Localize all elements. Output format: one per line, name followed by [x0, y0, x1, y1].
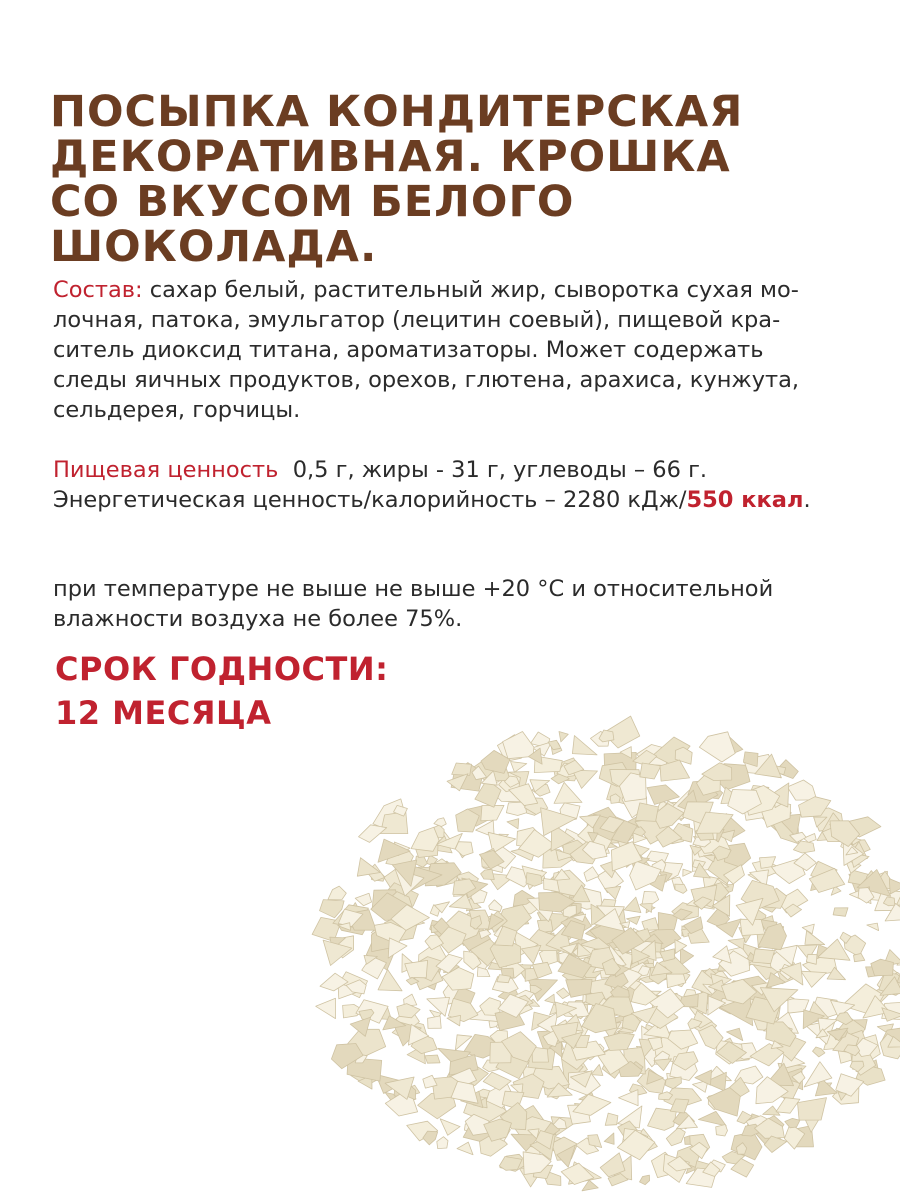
crumb	[787, 780, 817, 800]
crumb	[397, 1004, 420, 1018]
crumb	[798, 1098, 827, 1121]
crumb	[605, 1113, 618, 1125]
composition-line-4: следы яичных продуктов, орехов, глютена, арахиса, кунжута,	[53, 367, 800, 393]
storage-block	[53, 574, 873, 634]
crumb	[833, 908, 848, 917]
composition-line-5: сельдерея, горчицы.	[53, 397, 301, 423]
crumb	[636, 803, 659, 822]
composition-line-2: лочная, патока, эмульгатор (лецитин соевый), пищевой кра-	[53, 307, 781, 333]
crumb	[328, 886, 346, 900]
crumb	[411, 827, 439, 851]
composition-text-1: сахар белый, растительный жир, сыворотка сухая мо-	[142, 277, 799, 303]
crumb	[489, 900, 502, 912]
crumb	[683, 869, 692, 876]
title-line-1: ПОСЫПКА КОНДИТЕРСКАЯ	[50, 87, 744, 137]
storage-line-2: влажности воздуха не более 75%.	[53, 606, 463, 632]
crumb	[428, 1016, 442, 1029]
crumb	[405, 960, 428, 977]
nutrition-line-1	[53, 455, 873, 485]
crumb	[425, 1055, 440, 1063]
nutrition-label: Пищевая ценность	[53, 457, 279, 483]
composition-line-1	[53, 275, 873, 305]
crumb	[640, 763, 661, 779]
crumb	[584, 867, 599, 882]
crumb	[753, 949, 775, 964]
crumb	[654, 1059, 672, 1071]
crumb	[666, 1128, 685, 1146]
crumb	[378, 970, 402, 991]
crumb	[680, 948, 693, 965]
crumb	[640, 1175, 650, 1185]
nutrition-block	[53, 455, 873, 515]
crumb	[867, 923, 879, 931]
crumb	[457, 1142, 473, 1155]
product-title	[50, 87, 870, 272]
crumb	[813, 1047, 825, 1057]
crumb	[455, 842, 473, 856]
crumb	[647, 785, 679, 805]
crumb	[559, 732, 568, 742]
crumb	[699, 732, 735, 762]
crumb	[604, 1133, 614, 1145]
crumb	[481, 870, 495, 880]
crumb	[675, 884, 687, 893]
white-chocolate-crumbs-image	[290, 660, 900, 1200]
crumb	[716, 1125, 728, 1137]
shelf-life-heading: СРОК ГОДНОСТИ:	[55, 650, 389, 688]
crumb	[355, 893, 371, 905]
crumb	[544, 879, 560, 893]
crumb	[521, 945, 541, 963]
composition-block	[53, 275, 873, 425]
nutrition-values: 0,5 г, жиры - 31 г, углеводы – 66 г.	[278, 457, 708, 483]
shelf-life-value: 12 МЕСЯЦА	[55, 694, 272, 732]
crumb	[452, 763, 472, 775]
crumb	[415, 856, 427, 867]
crumb	[854, 953, 865, 961]
crumb	[871, 959, 894, 976]
title-line-2: ДЕКОРАТИВНАЯ. КРОШКА	[50, 132, 731, 182]
composition-label: Состав:	[53, 277, 143, 303]
crumb	[801, 971, 826, 987]
crumb	[591, 1064, 603, 1075]
crumb	[646, 851, 669, 863]
crumb	[434, 818, 446, 827]
crumb	[707, 1088, 740, 1117]
crumb	[316, 998, 336, 1018]
crumb	[785, 1118, 800, 1127]
crumb	[728, 938, 745, 949]
crumb	[440, 1119, 460, 1136]
nutrition-line-2	[53, 485, 873, 515]
crumb	[605, 886, 621, 899]
crumb	[507, 819, 519, 829]
crumb	[503, 732, 534, 759]
crumb	[548, 740, 561, 749]
crumb	[557, 988, 570, 999]
composition-line-3: ситель диоксид титана, ароматизаторы. Может содержать	[53, 337, 764, 363]
crumb	[437, 1137, 448, 1149]
crumb	[642, 891, 659, 904]
crumb	[511, 762, 527, 773]
crumb	[624, 897, 641, 913]
crumb	[554, 782, 582, 803]
crumb	[582, 1180, 598, 1191]
crumb	[481, 805, 504, 820]
storage-line-1: при температуре не выше не выше +20 °C и относительной	[53, 576, 774, 602]
crumb	[665, 1077, 681, 1089]
crumb	[776, 1098, 800, 1114]
crumb	[573, 1094, 611, 1115]
title-line-3: СО ВКУСОМ БЕЛОГО ШОКОЛАДА.	[50, 177, 575, 272]
energy-end: .	[803, 487, 811, 513]
crumb	[497, 975, 511, 983]
crumb	[619, 1090, 639, 1106]
crumb	[545, 994, 555, 1003]
crumb	[642, 918, 659, 931]
crumb	[572, 770, 597, 788]
crumb	[805, 931, 825, 945]
crumb	[447, 1015, 461, 1026]
crumb	[698, 1111, 726, 1126]
energy-text: Энергетическая ценность/калорийность – 2280 кДж/	[53, 487, 687, 513]
kcal-value: 550 ккал	[686, 487, 804, 513]
